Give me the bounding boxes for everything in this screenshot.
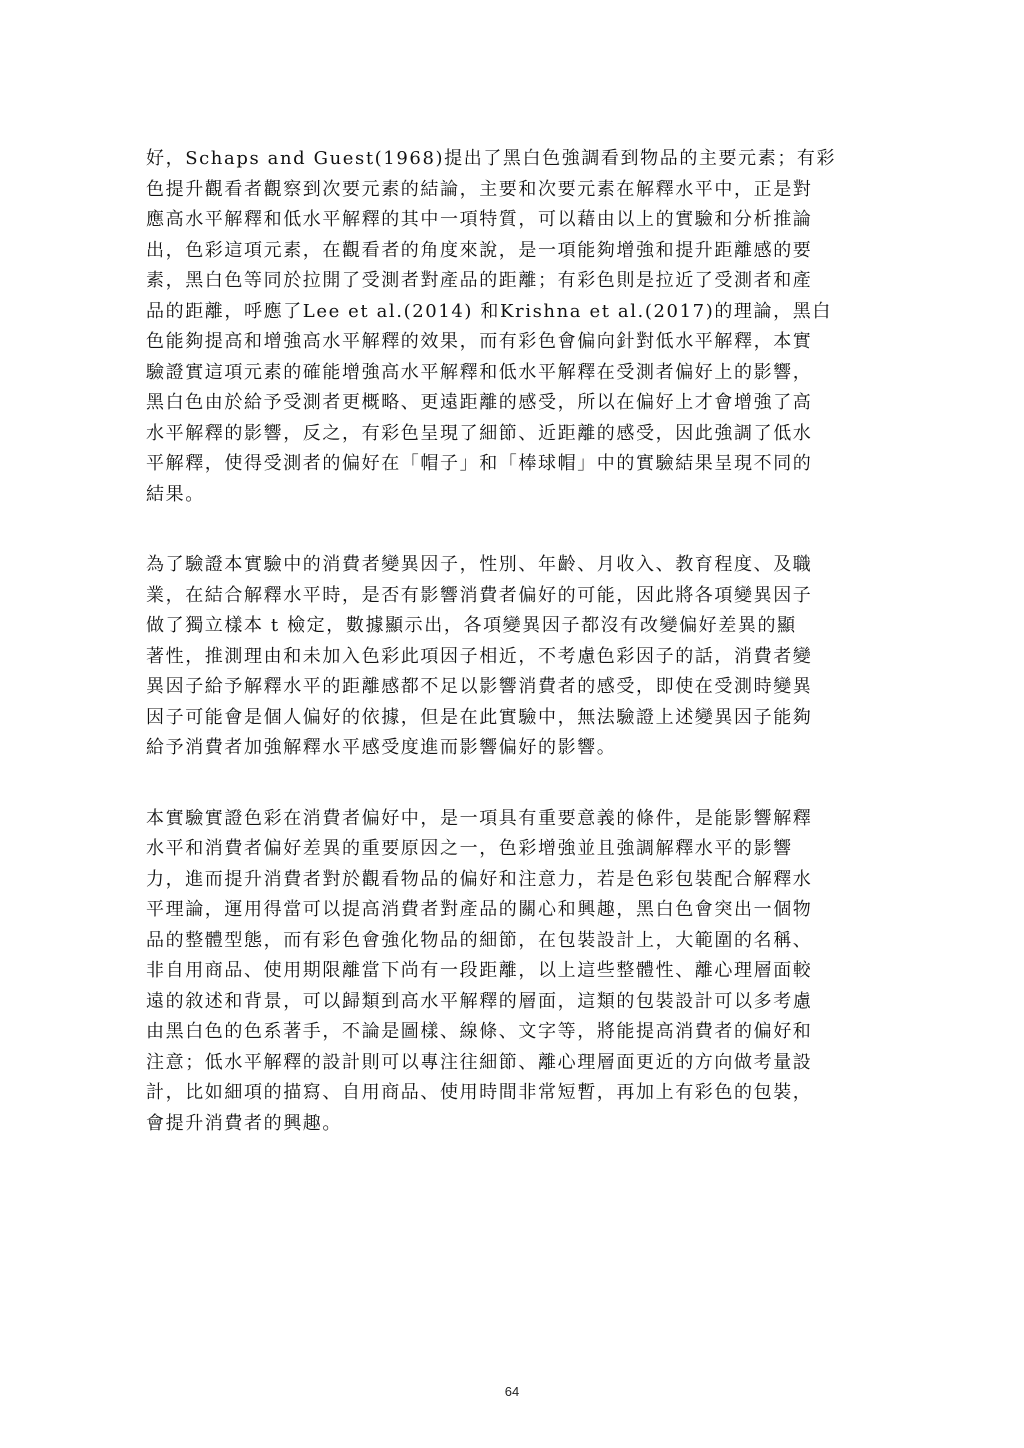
text-line: 異因子給予解釋水平的距離感都不足以影響消費者的感受，即使在受測時變異 bbox=[146, 676, 813, 697]
text-line: 由黑白色的色系著手，不論是圖樣、線條、文字等，將能提高消費者的偏好和 bbox=[146, 1021, 813, 1042]
text-line: 結果。 bbox=[146, 483, 205, 505]
text-line: 因子可能會是個人偏好的依據，但是在此實驗中，無法驗證上述變異因子能夠 bbox=[146, 706, 813, 728]
text-line: 本實驗實證色彩在消費者偏好中，是一項具有重要意義的條件，是能影響解釋 bbox=[146, 807, 813, 829]
text-line: 素，黑白色等同於拉開了受測者對產品的距離；有彩色則是拉近了受測者和產 bbox=[146, 270, 813, 291]
paragraph-1 bbox=[146, 144, 886, 510]
text-line: 計，比如細項的描寫、自用商品、使用時間非常短暫，再加上有彩色的包裝， bbox=[146, 1082, 813, 1103]
text-line: 會提升消費者的興趣。 bbox=[146, 1112, 342, 1134]
text-line: 平解釋，使得受測者的偏好在「帽子」和「棒球帽」中的實驗結果呈現不同的 bbox=[146, 453, 813, 474]
text-line: 品的距離，呼應了Lee et al.(2014) 和Krishna et al.(2017)的理論，黑白 bbox=[146, 300, 832, 322]
text-line: 做了獨立樣本 t 檢定，數據顯示出，各項變異因子都沒有改變偏好差異的顯 bbox=[146, 615, 797, 636]
text-line: 力，進而提升消費者對於觀看物品的偏好和注意力，若是色彩包裝配合解釋水 bbox=[146, 868, 813, 890]
text-line: 色能夠提高和增強高水平解釋的效果，而有彩色會偏向針對低水平解釋，本實 bbox=[146, 331, 813, 352]
text-line: 遠的敘述和背景，可以歸類到高水平解釋的層面，這類的包裝設計可以多考慮 bbox=[146, 990, 813, 1012]
text-line: 非自用商品、使用期限離當下尚有一段距離，以上這些整體性、離心理層面較 bbox=[146, 960, 813, 981]
text-line: 出，色彩這項元素，在觀看者的角度來說，是一項能夠增強和提升距離感的要 bbox=[146, 239, 813, 261]
page-number: 64 bbox=[504, 1384, 520, 1399]
text-line: 水平解釋的影響，反之，有彩色呈現了細節、近距離的感受，因此強調了低水 bbox=[146, 422, 813, 444]
text-line: 注意；低水平解釋的設計則可以專注往細節、離心理層面更近的方向做考量設 bbox=[146, 1051, 813, 1073]
body-text bbox=[146, 144, 886, 1179]
text-line: 給予消費者加強解釋水平感受度進而影響偏好的影響。 bbox=[146, 737, 617, 758]
text-line: 業，在結合解釋水平時，是否有影響消費者偏好的可能，因此將各項變異因子 bbox=[146, 584, 813, 606]
text-line: 好，Schaps and Guest(1968)提出了黑白色強調看到物品的主要元素；有彩 bbox=[146, 148, 837, 169]
text-line: 水平和消費者偏好差異的重要原因之一，色彩增強並且強調解釋水平的影響 bbox=[146, 838, 793, 859]
text-line: 色提升觀看者觀察到次要元素的結論，主要和次要元素在解釋水平中，正是對 bbox=[146, 178, 813, 200]
text-line: 品的整體型態，而有彩色會強化物品的細節，在包裝設計上，大範圍的名稱、 bbox=[146, 929, 813, 951]
text-line: 為了驗證本實驗中的消費者變異因子，性別、年齡、月收入、教育程度、及職 bbox=[146, 554, 813, 575]
text-line: 應高水平解釋和低水平解釋的其中一項特質，可以藉由以上的實驗和分析推論 bbox=[146, 209, 813, 230]
paragraph-2 bbox=[146, 550, 886, 764]
text-line: 著性，推測理由和未加入色彩此項因子相近，不考慮色彩因子的話，消費者變 bbox=[146, 645, 813, 667]
text-line: 黑白色由於給予受測者更概略、更遠距離的感受，所以在偏好上才會增強了高 bbox=[146, 392, 813, 413]
text-line: 驗證實這項元素的確能增強高水平解釋和低水平解釋在受測者偏好上的影響， bbox=[146, 361, 813, 383]
paragraph-3 bbox=[146, 804, 886, 1140]
text-line: 平理論，運用得當可以提高消費者對產品的關心和興趣，黑白色會突出一個物 bbox=[146, 899, 813, 920]
